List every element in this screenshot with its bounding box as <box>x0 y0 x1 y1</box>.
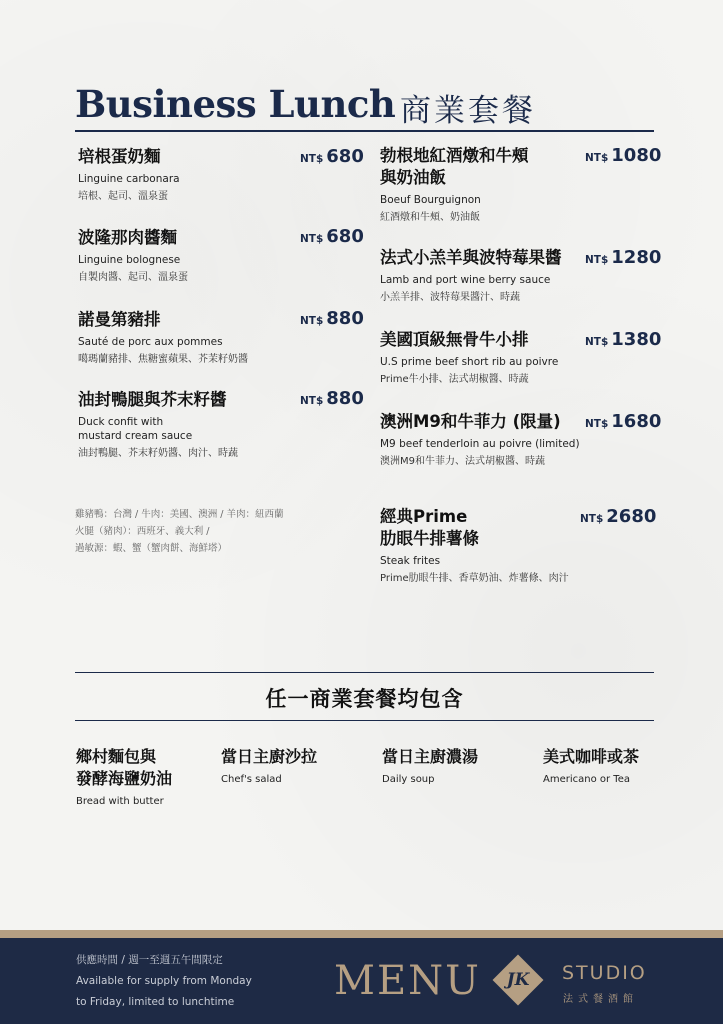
included-zh: 當日主廚沙拉 <box>221 747 318 766</box>
dish-ingredients: Prime肋眼牛排、香草奶油、炸薯條、肉汁 <box>380 573 569 584</box>
dish-ingredients: Prime牛小排、法式胡椒醬、時蔬 <box>380 374 529 385</box>
dish-ingredients: 培根、起司、溫泉蛋 <box>78 191 168 202</box>
dish-english-line2: mustard cream sauce <box>78 430 193 442</box>
menu-item-bolognese <box>78 227 188 285</box>
brand-menu-wordmark: MENU <box>334 958 481 1004</box>
currency: NT$ <box>585 418 609 430</box>
dish-english: Duck confit with <box>78 416 164 428</box>
included-bottom-divider <box>75 720 654 721</box>
price-value: 680 <box>326 146 364 167</box>
included-zh: 美式咖啡或茶 <box>543 747 640 766</box>
dish-ingredients: 紅酒燉和牛頰、奶油飯 <box>380 212 480 223</box>
dish-name: 培根蛋奶麵 <box>78 147 161 166</box>
currency: NT$ <box>300 315 324 327</box>
included-top-divider <box>75 672 654 673</box>
price-value: 1380 <box>611 329 662 350</box>
currency: NT$ <box>585 254 609 266</box>
included-en: Daily soup <box>382 774 435 785</box>
price-pork <box>300 308 364 329</box>
included-title: 任一商業套餐均包含 <box>265 687 464 711</box>
dish-english: M9 beef tenderloin au poivre (limited) <box>380 438 580 450</box>
included-item-salad <box>221 746 317 785</box>
hours-en-line2: to Friday, limited to lunchtime <box>76 996 235 1008</box>
price-value: 2680 <box>606 506 657 527</box>
hours-zh: 供應時間 / 週一至週五午間限定 <box>76 954 223 966</box>
service-hours <box>76 950 252 1013</box>
dish-name: 澳洲M9和牛菲力 (限量) <box>380 412 561 431</box>
menu-item-duck <box>78 389 238 461</box>
hours-en-line1: Available for supply from Monday <box>76 975 252 987</box>
price-duck <box>300 388 364 409</box>
dish-ingredients: 自製肉醬、起司、溫泉蛋 <box>78 272 188 283</box>
currency: NT$ <box>300 153 324 165</box>
included-en: Americano or Tea <box>543 774 630 785</box>
note-line: 雞豬鴨：台灣 / 牛肉：美國、澳洲 / 羊肉：紐西蘭 <box>75 509 284 520</box>
dish-ingredients: 澳洲M9和牛菲力、法式胡椒醬、時蔬 <box>380 456 545 467</box>
menu-item-short-rib <box>380 329 558 387</box>
price-value: 680 <box>326 226 364 247</box>
included-item-soup <box>382 746 478 785</box>
brand-studio: STUDIO <box>562 962 647 984</box>
currency: NT$ <box>300 233 324 245</box>
menu-item-carbonara <box>78 146 180 204</box>
origin-allergen-notes <box>75 506 283 557</box>
dish-english: Linguine bolognese <box>78 254 181 266</box>
included-item-coffee-tea <box>543 746 639 785</box>
included-zh: 當日主廚濃湯 <box>382 747 479 766</box>
price-bourguignon <box>585 145 661 166</box>
dish-name: 油封鴨腿與芥末籽醬 <box>78 390 227 409</box>
price-value: 880 <box>326 308 364 329</box>
price-steak-frites <box>580 506 656 527</box>
dish-english: Steak frites <box>380 555 441 567</box>
title-chinese: 商業套餐 <box>400 93 536 129</box>
page-title <box>75 82 655 130</box>
dish-name: 法式小羔羊與波特莓果醬 <box>380 248 562 267</box>
dish-name: 勃根地紅酒燉和牛頰 <box>380 146 529 165</box>
dish-name: 美國頂級無骨牛小排 <box>380 330 529 349</box>
note-line: 過敏源：蝦、蟹（蟹肉餅、海鮮塔） <box>75 543 228 554</box>
dish-name: 諾曼第豬排 <box>78 310 161 329</box>
title-divider <box>75 130 654 132</box>
included-zh: 鄉村麵包與 <box>76 747 157 766</box>
price-lamb <box>585 247 661 268</box>
dish-name: 波隆那肉醬麵 <box>78 228 177 247</box>
menu-item-bourguignon <box>380 145 529 225</box>
price-short-rib <box>585 329 661 350</box>
currency: NT$ <box>585 152 609 164</box>
dish-ingredients: 噶瑪蘭豬排、焦糖蜜蘋果、芥茉籽奶醬 <box>78 354 248 365</box>
currency: NT$ <box>580 513 604 525</box>
price-value: 880 <box>326 388 364 409</box>
footer <box>0 938 723 1024</box>
dish-english: Boeuf Bourguignon <box>380 194 481 206</box>
logo-letters: JK <box>506 970 530 990</box>
menu-item-pork <box>78 309 248 367</box>
note-line: 火腿（豬肉）：西班牙、義大利 / <box>75 526 210 537</box>
dish-name-line2: 肋眼牛排薯條 <box>380 529 479 548</box>
dish-ingredients: 油封鴨腿、芥末籽奶醬、肉汁、時蔬 <box>78 448 238 459</box>
title-english: Business Lunch <box>75 82 396 126</box>
currency: NT$ <box>300 395 324 407</box>
dish-english: Linguine carbonara <box>78 173 180 185</box>
price-value: 1080 <box>611 145 662 166</box>
menu-item-steak-frites <box>380 506 569 586</box>
footer-stripe <box>0 930 723 938</box>
dish-name-line2: 與奶油飯 <box>380 168 446 187</box>
dish-ingredients: 小羔羊排、波特莓果醬汁、時蔬 <box>380 292 520 303</box>
dish-english: U.S prime beef short rib au poivre <box>380 356 559 368</box>
price-value: 1680 <box>611 411 662 432</box>
brand-subtitle: 法式餐酒館 <box>563 994 638 1005</box>
dish-english: Lamb and port wine berry sauce <box>380 274 551 286</box>
included-zh-line2: 發酵海鹽奶油 <box>76 769 173 788</box>
price-m9-tenderloin <box>585 411 661 432</box>
menu-item-m9-tenderloin <box>380 411 580 469</box>
dish-name: 經典Prime <box>380 507 468 526</box>
included-item-bread <box>76 746 172 807</box>
price-value: 1280 <box>611 247 662 268</box>
price-carbonara <box>300 146 364 167</box>
dish-english: Sauté de porc aux pommes <box>78 336 223 348</box>
included-en: Chef's salad <box>221 774 282 785</box>
price-bolognese <box>300 226 364 247</box>
included-en: Bread with butter <box>76 796 164 807</box>
currency: NT$ <box>585 336 609 348</box>
menu-item-lamb <box>380 247 562 305</box>
